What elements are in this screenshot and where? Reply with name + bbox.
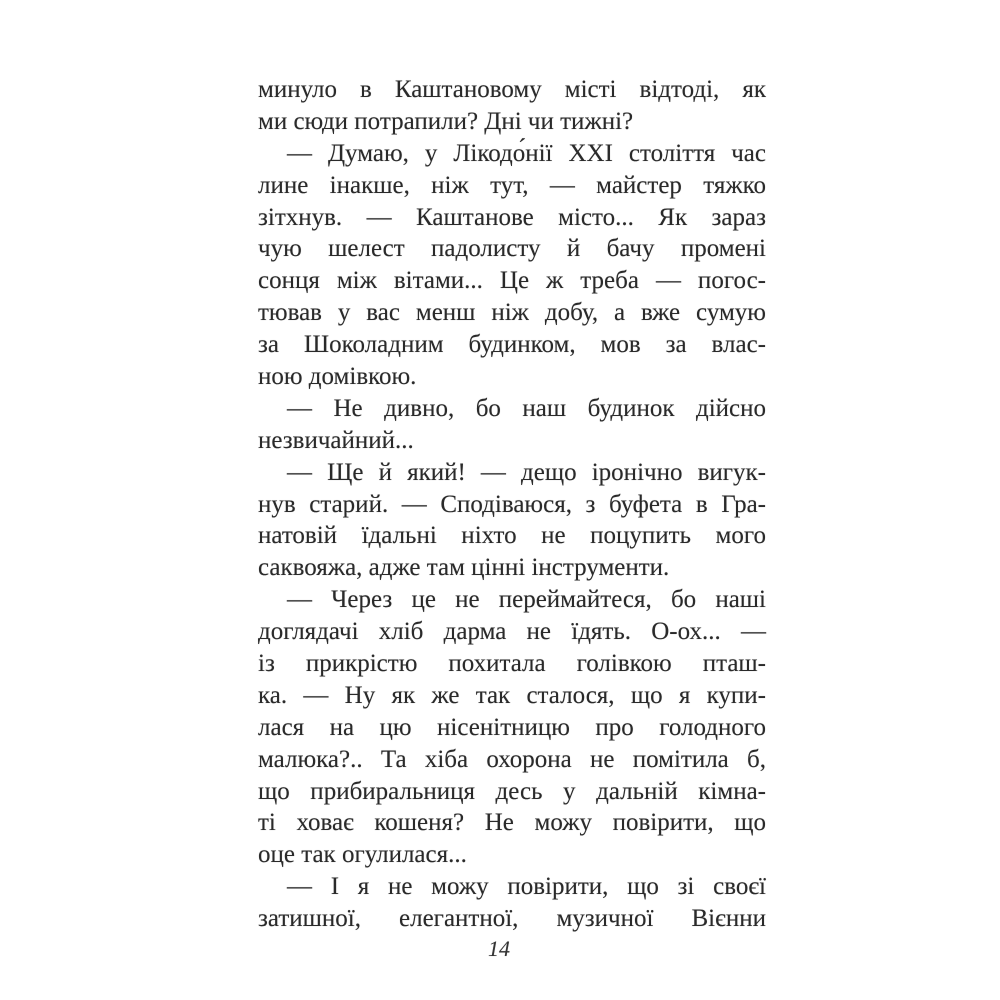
text-line: лине інакше, ніж тут, — майстер тяжко [258, 171, 766, 199]
text-line: ною домівкою. [258, 363, 417, 391]
text-line: ті ховає кошеня? Не можу повірити, що [258, 809, 766, 837]
text-line: тював у вас менш ніж добу, а вже сумую [258, 299, 766, 327]
text-line: чую шелест падолисту й бачу промені [258, 235, 766, 263]
text-line: із прикрістю похитала голівкою пташ- [258, 650, 766, 678]
text-line: нув старий. — Сподіваюся, з буфета в Гра- [258, 490, 766, 518]
text-line: ка. — Ну як же так сталося, що я купи- [258, 681, 766, 709]
text-line: зітхнув. — Каштанове місто... Як зараз [258, 203, 766, 231]
text-line: незвичайний... [258, 426, 414, 454]
text-line: малюка?.. Та хіба охорона не помітила б, [258, 745, 766, 773]
text-line: саквояжа, адже там цінні інструменти. [258, 554, 670, 582]
text-line: натовій їдальні ніхто не поцупить мого [258, 522, 766, 550]
page-number: 14 [488, 936, 510, 961]
text-line: минуло в Каштановому місті відтоді, як [258, 76, 766, 103]
page-text-block [258, 74, 766, 935]
text-line: — І я не можу повірити, що зі своєї [287, 873, 766, 901]
text-line: оце так огулилася... [258, 841, 467, 869]
text-line: — Ще й який! — дещо іронічно вигук- [287, 458, 766, 486]
text-line: що прибиральниця десь у дальній кімна- [258, 777, 766, 805]
text-line: ми сюди потрапили? Дні чи тижні? [258, 107, 634, 135]
text-line: затишної, елегантної, музичної Вієнни [258, 905, 766, 933]
text-line: — Через це не переймайтеся, бо наші [287, 586, 766, 614]
text-line: — Думаю, у Лікодо́нії XXI століття час [287, 139, 766, 167]
text-line: сонця між вітами... Це ж треба — погос- [258, 267, 766, 295]
text-line: — Не дивно, бо наш будинок дійсно [287, 394, 766, 422]
text-line: лася на цю нісенітницю про голодного [258, 713, 766, 741]
text-line: за Шоколадним будинком, мов за влас- [258, 331, 766, 359]
text-line: доглядачі хліб дарма не їдять. О-ох... — [258, 618, 766, 646]
